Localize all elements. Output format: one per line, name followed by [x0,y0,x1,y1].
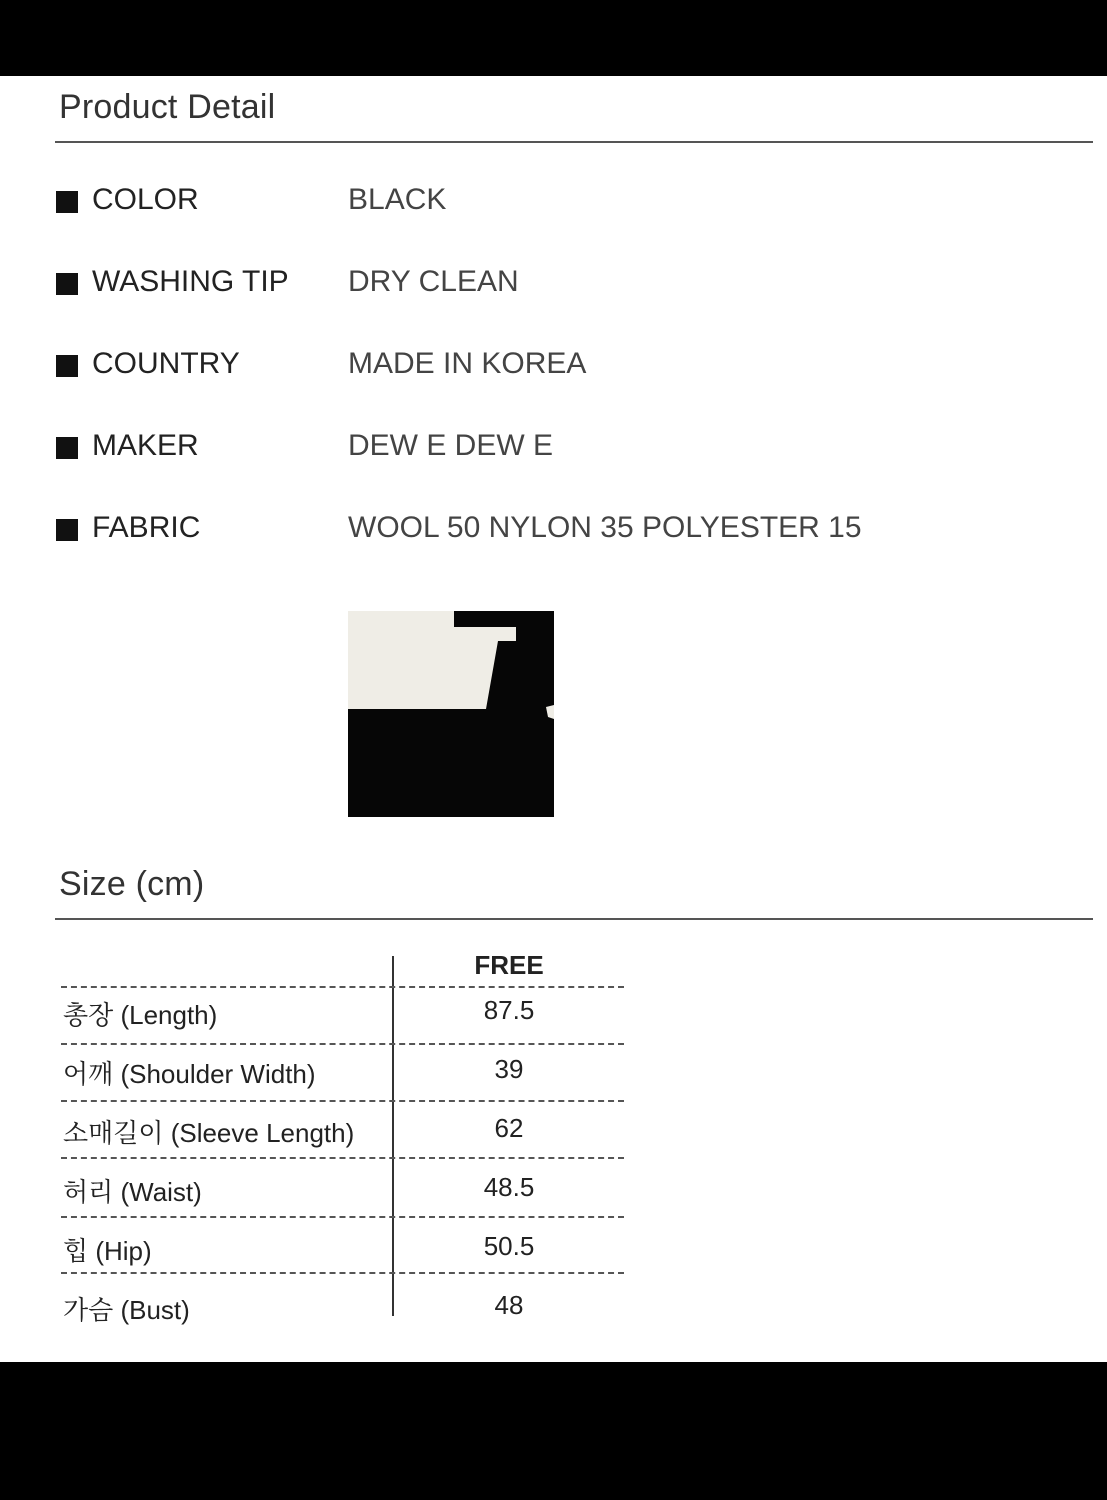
spec-row-washing-tip [56,265,1056,305]
spec-value: BLACK [348,183,447,216]
size-row-value: 48 [494,1290,524,1320]
size-column-header: FREE [474,950,544,980]
row-divider [61,1043,624,1045]
row-divider [61,1216,624,1218]
size-row-label: 소매길이 (Sleeve Length) [63,1118,355,1148]
size-row-value: 87.5 [483,995,535,1025]
spec-value: DRY CLEAN [348,265,519,298]
row-divider [61,1100,624,1102]
spec-value: DEW E DEW E [348,429,554,462]
spec-row-maker [56,429,1056,469]
spec-row-color [56,183,1056,223]
size-row-label: 가슴 (Bust) [63,1295,190,1325]
size-row-value: 50.5 [483,1231,535,1261]
spec-value: MADE IN KOREA [348,347,587,380]
spec-label: MAKER [92,429,199,462]
square-bullet-icon [56,191,78,213]
size-row-label: 총장 (Length) [63,1000,218,1030]
spec-row-fabric [56,511,1056,551]
size-row-value: 39 [494,1054,524,1084]
square-bullet-icon [56,437,78,459]
square-bullet-icon [56,355,78,377]
size-divider [55,918,1093,920]
size-row-value: 62 [494,1113,524,1143]
size-title: Size (cm) [59,865,205,903]
product-detail-divider [55,141,1093,143]
spec-label: WASHING TIP [92,265,289,298]
spec-row-country [56,347,1056,387]
product-detail-title: Product Detail [59,88,276,126]
square-bullet-icon [56,273,78,295]
size-table [61,946,624,1346]
square-bullet-icon [56,519,78,541]
swatch-graphic [348,611,554,817]
spec-label: COUNTRY [92,347,240,380]
row-divider [61,986,624,988]
color-swatch-image [348,611,554,817]
size-row-label: 허리 (Waist) [63,1177,202,1207]
size-row-label: 어깨 (Shoulder Width) [63,1059,316,1089]
row-divider [61,1157,624,1159]
size-row-label: 힙 (Hip) [63,1236,152,1266]
product-detail-sheet [0,76,1107,1362]
size-row-value: 48.5 [483,1172,535,1202]
spec-label: FABRIC [92,511,201,544]
row-divider [61,1272,624,1274]
spec-value: WOOL 50 NYLON 35 POLYESTER 15 [348,511,862,544]
spec-label: COLOR [92,183,199,216]
